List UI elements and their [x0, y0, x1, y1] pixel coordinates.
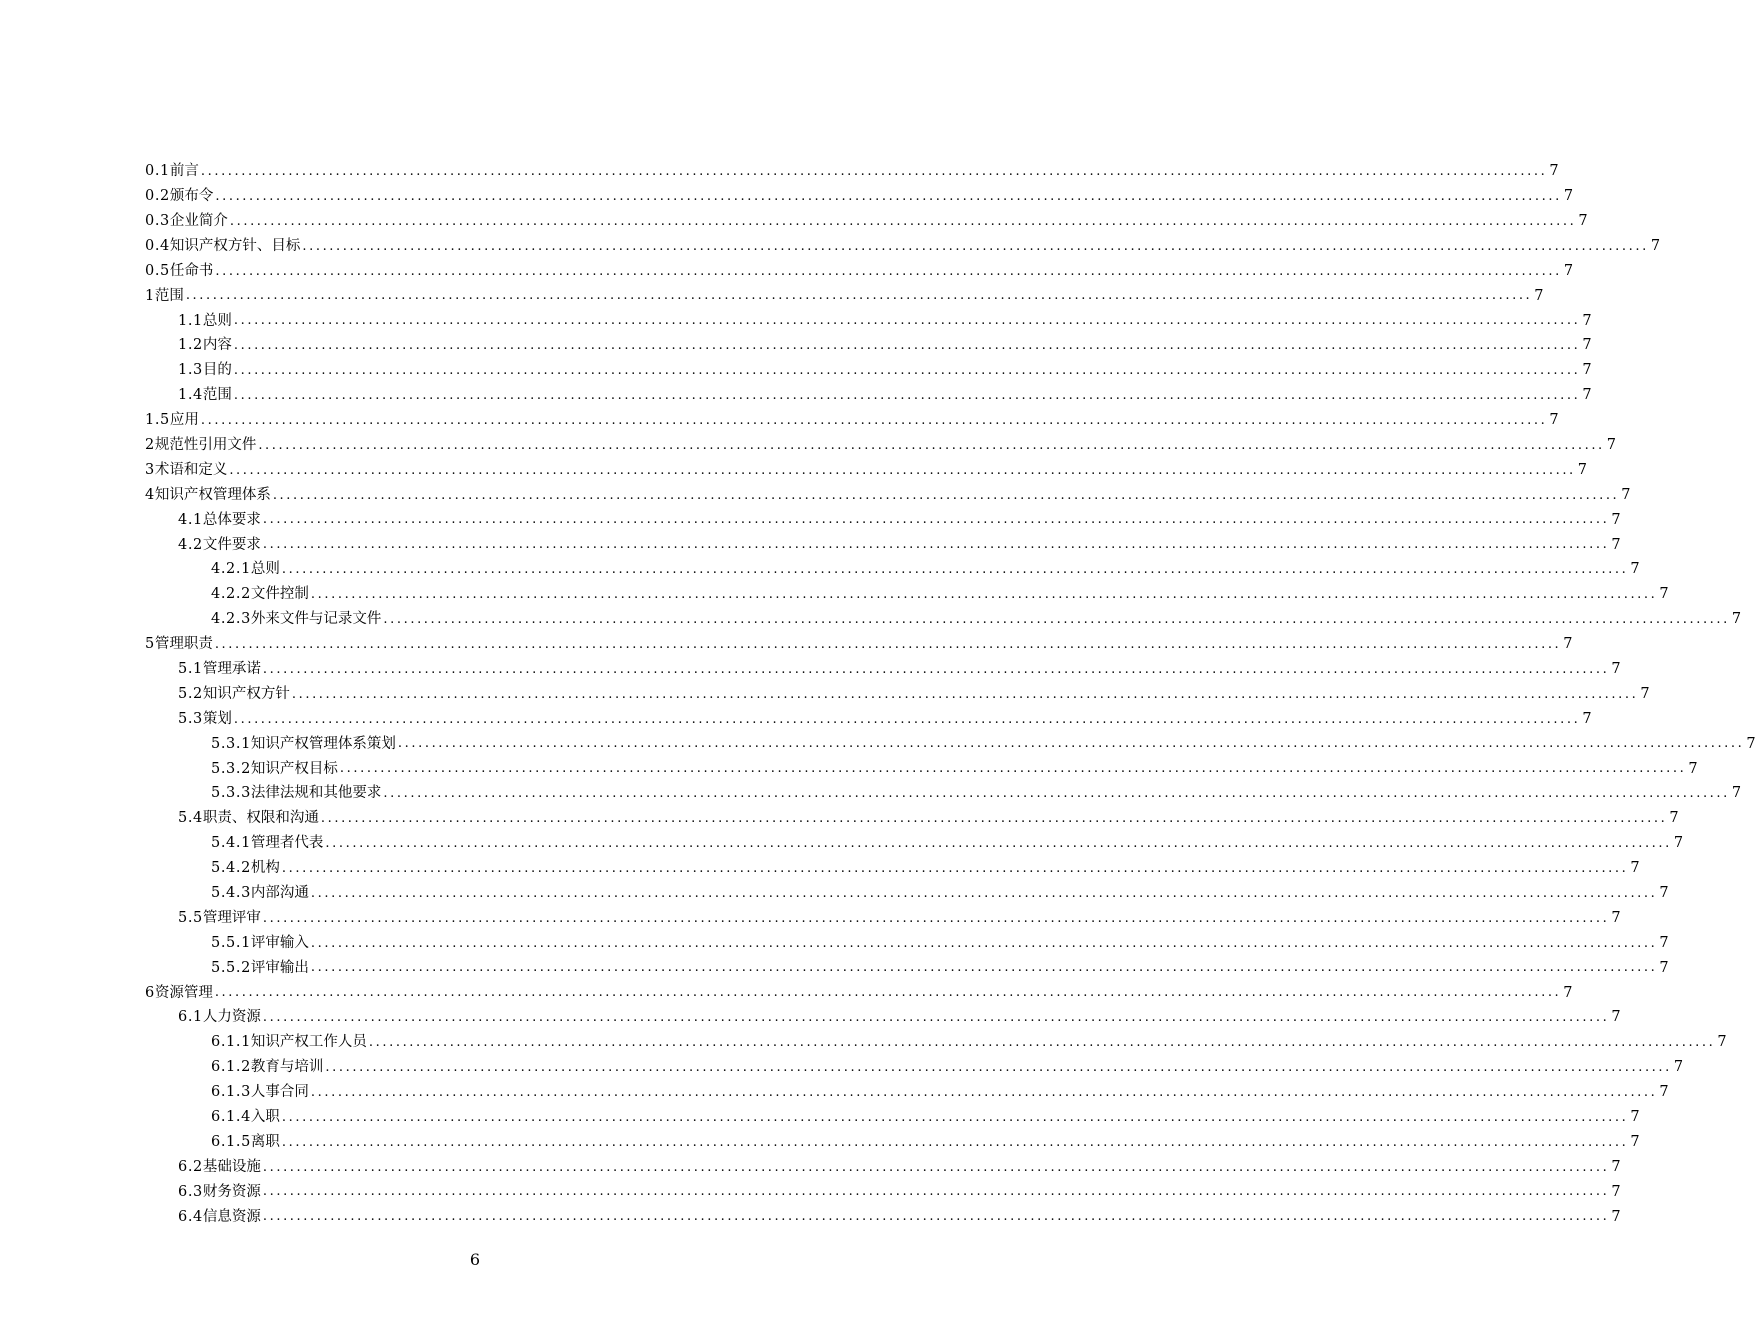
toc-entry-label [178, 712, 232, 727]
toc-leader-dots: ........................................................................................................................................................................................................ [281, 860, 1629, 876]
toc-entry-page: 7 [1563, 984, 1573, 1001]
toc-entry-title: 评审输出 [250, 959, 309, 976]
toc-entry-label [145, 438, 256, 453]
toc-entry[interactable] [145, 806, 1679, 831]
toc-entry-number: 5.1 [178, 661, 203, 677]
toc-entry-label [211, 1060, 323, 1075]
toc-entry-title: 管理承诺 [202, 661, 261, 677]
toc-leader-dots: ........................................................................................................................................................................................................ [233, 387, 1581, 403]
toc-entry[interactable] [145, 1204, 1621, 1229]
toc-entry-page: 7 [1717, 1034, 1727, 1051]
toc-entry-title: 离职 [250, 1133, 280, 1150]
toc-entry-number: 0.3 [145, 212, 170, 229]
toc-entry-number: 0.2 [145, 188, 170, 205]
toc-entry-page: 7 [1611, 661, 1621, 677]
toc-entry-label [145, 488, 271, 503]
toc-leader-dots: ........................................................................................................................................................................................................ [233, 338, 1581, 354]
toc-entry-label [178, 513, 261, 528]
toc-leader-dots: ........................................................................................................................................................................................................ [281, 1109, 1629, 1125]
toc-entry-label [178, 388, 232, 403]
toc-entry-label [211, 1110, 280, 1125]
toc-entry-number: 4.1 [178, 511, 203, 528]
toc-entry-number: 5.3.2 [211, 760, 251, 777]
toc-leader-dots: ........................................................................................................................................................................................................ [383, 611, 1730, 627]
toc-entry-page: 7 [1659, 885, 1669, 902]
toc-entry-number: 4.2.2 [211, 586, 251, 603]
toc-entry[interactable] [145, 1030, 1727, 1055]
toc-entry[interactable] [145, 532, 1621, 557]
toc-entry-title: 知识产权工作人员 [250, 1034, 367, 1051]
toc-entry-label [211, 886, 309, 901]
toc-leader-dots: ........................................................................................................................................................................................................ [229, 462, 1576, 478]
toc-leader-dots: ........................................................................................................................................................................................................ [383, 786, 1730, 802]
toc-entry-page: 7 [1611, 1009, 1621, 1026]
toc-entry-title: 范围 [154, 287, 184, 304]
toc-leader-dots: ........................................................................................................................................................................................................ [310, 960, 1658, 976]
toc-entry-title: 人事合同 [250, 1084, 309, 1101]
toc-entry[interactable] [145, 1155, 1621, 1180]
toc-entry-number: 5.3 [178, 710, 203, 727]
toc-entry-title: 应用 [169, 412, 199, 429]
toc-entry-title: 职责、权限和沟通 [202, 810, 319, 827]
toc-entry-page: 7 [1549, 163, 1559, 180]
toc-entry-label [211, 612, 381, 627]
toc-entry-page: 7 [1659, 959, 1669, 976]
toc-entry-page: 7 [1611, 511, 1621, 528]
toc-leader-dots: ........................................................................................................................................................................................................ [233, 313, 1581, 329]
toc-entry[interactable] [145, 209, 1588, 234]
toc-entry-label [211, 861, 280, 876]
toc-entry-title: 资源管理 [154, 984, 213, 1001]
toc-entry-label [145, 189, 213, 204]
toc-entry-number: 5.4.3 [211, 885, 251, 902]
toc-entry[interactable] [145, 632, 1573, 657]
toc-entry-number: 0.1 [145, 163, 170, 180]
toc-entry-number: 6 [145, 984, 155, 1001]
toc-entry-label [178, 687, 290, 702]
toc-leader-dots: ........................................................................................................................................................................................................ [281, 562, 1629, 578]
toc-entry-label [211, 936, 309, 951]
toc-entry[interactable] [145, 234, 1661, 259]
toc-leader-dots: ........................................................................................................................................................................................................ [262, 1159, 1610, 1175]
toc-entry[interactable] [145, 358, 1592, 383]
toc-entry-label [178, 314, 232, 329]
toc-entry-page: 7 [1582, 312, 1592, 329]
toc-entry-page: 7 [1731, 611, 1742, 628]
toc-entry-number: 1 [145, 287, 155, 304]
toc-entry-number: 4 [145, 486, 155, 503]
toc-entry-title: 术语和定义 [154, 461, 228, 478]
toc-entry-title: 总体要求 [202, 511, 261, 528]
toc-entry-title: 评审输入 [250, 934, 309, 951]
toc-entry[interactable] [145, 159, 1559, 184]
toc-entry[interactable] [145, 1055, 1684, 1080]
toc-entry-label [211, 786, 381, 801]
toc-entry-label [145, 986, 213, 1001]
toc-entry-page: 7 [1534, 287, 1544, 304]
toc-entry-title: 信息资源 [202, 1208, 261, 1225]
toc-entry-label [178, 1210, 261, 1225]
toc-entry-page: 7 [1746, 735, 1756, 752]
toc-leader-dots: ........................................................................................................................................................................................................ [325, 835, 1672, 851]
toc-leader-dots: ........................................................................................................................................................................................................ [272, 487, 1620, 503]
toc-entry-label [211, 1085, 309, 1100]
toc-entry-number: 6.1 [178, 1009, 203, 1026]
toc-entry-title: 企业简介 [169, 212, 228, 229]
toc-entry-title: 入职 [250, 1109, 280, 1126]
toc-entry-page: 7 [1630, 1133, 1640, 1150]
toc-entry-title: 目的 [202, 362, 232, 379]
toc-entry-title: 外来文件与记录文件 [250, 611, 382, 628]
toc-entry-number: 5.3.3 [211, 785, 251, 802]
toc-entry-page: 7 [1606, 436, 1617, 453]
toc-entry[interactable] [145, 458, 1588, 483]
toc-entry-label [178, 338, 232, 353]
toc-entry-title: 知识产权目标 [250, 760, 338, 777]
toc-entry-page: 7 [1630, 860, 1640, 877]
toc-entry-title: 财务资源 [202, 1183, 261, 1200]
toc-entry-number: 5.4.1 [211, 835, 251, 852]
toc-leader-dots: ........................................................................................................................................................................................................ [291, 686, 1639, 702]
toc-leader-dots: ........................................................................................................................................................................................................ [310, 885, 1658, 901]
toc-leader-dots: ........................................................................................................................................................................................................ [229, 213, 1577, 229]
toc-entry-number: 5.4.2 [211, 860, 251, 877]
toc-entry-number: 4.2 [178, 536, 203, 553]
toc-entry[interactable] [145, 483, 1631, 508]
toc-leader-dots: ........................................................................................................................................................................................................ [262, 512, 1610, 528]
toc-entry[interactable] [145, 781, 1742, 806]
toc-entry-number: 1.1 [178, 312, 203, 329]
toc-entry[interactable] [145, 1130, 1640, 1155]
toc-entry[interactable] [145, 557, 1640, 582]
toc-leader-dots: ........................................................................................................................................................................................................ [262, 661, 1610, 677]
toc-entry[interactable] [145, 931, 1669, 956]
toc-leader-dots: ........................................................................................................................................................................................................ [339, 761, 1687, 777]
toc-entry-number: 5.5 [178, 909, 203, 926]
toc-leader-dots: ........................................................................................................................................................................................................ [185, 288, 1533, 304]
toc-leader-dots: ........................................................................................................................................................................................................ [262, 910, 1610, 926]
toc-leader-dots: ........................................................................................................................................................................................................ [397, 736, 1745, 752]
toc-entry-label [211, 562, 280, 577]
toc-entry-title: 法律法规和其他要求 [250, 785, 382, 802]
toc-leader-dots: ........................................................................................................................................................................................................ [325, 1060, 1672, 1075]
toc-entry[interactable] [145, 184, 1574, 209]
toc-entry-title: 管理者代表 [250, 835, 324, 852]
toc-entry-number: 0.4 [145, 237, 170, 254]
toc-entry-number: 6.1.3 [211, 1084, 251, 1101]
toc-entry-number: 5.2 [178, 685, 203, 702]
toc-entry-number: 6.1.2 [211, 1059, 251, 1076]
toc-entry-page: 7 [1611, 536, 1621, 553]
toc-entry[interactable] [145, 408, 1559, 433]
toc-entry-page: 7 [1621, 486, 1631, 503]
toc-entry-label [211, 836, 323, 851]
toc-entry-page: 7 [1630, 1109, 1640, 1126]
toc-leader-dots: ........................................................................................................................................................................................................ [233, 711, 1581, 727]
toc-entry-title: 知识产权方针 [202, 685, 290, 702]
toc-leader-dots: ........................................................................................................................................................................................................ [214, 636, 1562, 652]
toc-entry-label [145, 264, 213, 279]
toc-entry-label [211, 762, 338, 777]
toc-entry-label [178, 811, 319, 826]
toc-leader-dots: ........................................................................................................................................................................................................ [200, 163, 1548, 179]
toc-entry[interactable] [145, 980, 1573, 1005]
toc-entry[interactable] [145, 657, 1621, 682]
toc-entry[interactable] [145, 1080, 1669, 1105]
toc-leader-dots: ........................................................................................................................................................................................................ [215, 188, 1562, 204]
toc-entry-page: 7 [1673, 1059, 1684, 1076]
toc-entry[interactable] [145, 582, 1669, 607]
toc-entry-number: 1.3 [178, 362, 203, 379]
toc-entry-page: 7 [1582, 337, 1592, 354]
toc-entry-page: 7 [1731, 785, 1742, 802]
toc-entry[interactable] [145, 433, 1617, 458]
toc-entry-number: 0.5 [145, 262, 170, 279]
toc-leader-dots: ........................................................................................................................................................................................................ [262, 537, 1610, 553]
toc-entry-title: 内部沟通 [250, 885, 309, 902]
toc-entry-page: 7 [1563, 188, 1574, 205]
toc-entry-title: 总则 [250, 561, 280, 578]
toc-entry[interactable] [145, 731, 1756, 756]
toc-leader-dots: ........................................................................................................................................................................................................ [310, 1084, 1658, 1100]
toc-entry-title: 规范性引用文件 [154, 436, 257, 453]
toc-entry-page: 7 [1688, 760, 1698, 777]
toc-entry-number: 5.3.1 [211, 735, 251, 752]
toc-leader-dots: ........................................................................................................................................................................................................ [258, 437, 1605, 453]
toc-leader-dots: ........................................................................................................................................................................................................ [215, 263, 1562, 279]
toc-entry-title: 管理职责 [154, 636, 213, 653]
toc-entry-label [145, 289, 184, 304]
toc-leader-dots: ........................................................................................................................................................................................................ [310, 587, 1658, 603]
toc-entry-number: 6.1.1 [211, 1034, 251, 1051]
toc-entry-number: 3 [145, 461, 155, 478]
toc-entry-number: 1.4 [178, 387, 203, 404]
toc-entry-label [178, 1185, 261, 1200]
toc-entry-title: 文件要求 [202, 536, 261, 553]
toc-entry-number: 6.1.5 [211, 1133, 251, 1150]
toc-leader-dots: ........................................................................................................................................................................................................ [281, 1134, 1629, 1150]
toc-entry[interactable] [145, 1105, 1640, 1130]
toc-entry[interactable] [145, 333, 1592, 358]
toc-entry-title: 知识产权方针、目标 [169, 237, 301, 254]
toc-entry-page: 7 [1659, 1084, 1669, 1101]
toc-entry[interactable] [145, 856, 1640, 881]
toc-entry-title: 范围 [202, 387, 232, 404]
toc-entry-number: 5.4 [178, 810, 203, 827]
toc-entry-page: 7 [1650, 237, 1661, 254]
toc-entry[interactable] [145, 308, 1592, 333]
toc-leader-dots: ........................................................................................................................................................................................................ [368, 1035, 1716, 1051]
toc-entry[interactable] [145, 881, 1669, 906]
toc-entry[interactable] [145, 1180, 1621, 1205]
toc-entry[interactable] [145, 507, 1621, 532]
toc-entry-number: 5.5.1 [211, 934, 251, 951]
toc-leader-dots: ........................................................................................................................................................................................................ [262, 1184, 1610, 1200]
toc-entry-label [145, 637, 213, 652]
toc-leader-dots: ........................................................................................................................................................................................................ [302, 238, 1649, 254]
toc-entry-label [211, 1135, 280, 1150]
toc-entry[interactable] [145, 1005, 1621, 1030]
toc-entry[interactable] [145, 906, 1621, 931]
toc-entry-title: 内容 [202, 337, 232, 354]
toc-entry[interactable] [145, 607, 1742, 632]
toc-entry-page: 7 [1630, 561, 1640, 578]
toc-entry-page: 7 [1563, 262, 1574, 279]
toc-entry-label [145, 164, 199, 179]
toc-entry[interactable] [145, 383, 1592, 408]
toc-entry-title: 知识产权管理体系 [154, 486, 271, 503]
toc-entry-page: 7 [1577, 461, 1588, 478]
toc-leader-dots: ........................................................................................................................................................................................................ [320, 811, 1668, 827]
toc-entry-label [211, 737, 396, 752]
toc-entry-page: 7 [1549, 412, 1559, 429]
toc-entry-label [178, 538, 261, 553]
toc-entry-title: 基础设施 [202, 1158, 261, 1175]
toc-entry[interactable] [145, 682, 1650, 707]
toc-entry[interactable] [145, 956, 1669, 981]
toc-entry-title: 文件控制 [250, 586, 309, 603]
toc-entry[interactable] [145, 283, 1544, 308]
toc-entry-number: 4.2.3 [211, 611, 251, 628]
toc-entry-page: 7 [1659, 934, 1669, 951]
toc-entry-page: 7 [1659, 586, 1669, 603]
page-number: 6 [469, 1250, 481, 1269]
toc-entry-page: 7 [1582, 387, 1592, 404]
toc-entry[interactable] [145, 259, 1574, 284]
toc-entry-page: 7 [1611, 1208, 1621, 1225]
toc-entry-page: 7 [1673, 835, 1684, 852]
table-of-contents [145, 159, 1756, 1229]
toc-entry-label [178, 662, 261, 677]
toc-entry-label [178, 911, 261, 926]
toc-entry-page: 7 [1669, 810, 1679, 827]
toc-entry[interactable] [145, 707, 1592, 732]
toc-entry-label [145, 239, 300, 254]
toc-entry-page: 7 [1611, 909, 1621, 926]
toc-entry-number: 1.2 [178, 337, 203, 354]
toc-entry-number: 5.5.2 [211, 959, 251, 976]
toc-entry-number: 6.3 [178, 1183, 203, 1200]
toc-entry-number: 1.5 [145, 412, 170, 429]
toc-leader-dots: ........................................................................................................................................................................................................ [262, 1209, 1610, 1225]
toc-entry-label [211, 1035, 367, 1050]
toc-entry-number: 6.2 [178, 1158, 203, 1175]
toc-entry-title: 教育与培训 [250, 1059, 324, 1076]
toc-entry-label [178, 363, 232, 378]
toc-leader-dots: ........................................................................................................................................................................................................ [233, 363, 1581, 379]
toc-entry-page: 7 [1578, 212, 1588, 229]
toc-entry-title: 总则 [202, 312, 232, 329]
toc-leader-dots: ........................................................................................................................................................................................................ [214, 985, 1562, 1001]
toc-entry-page: 7 [1582, 710, 1592, 727]
toc-entry-label [145, 413, 199, 428]
toc-entry-number: 4.2.1 [211, 561, 251, 578]
toc-entry-page: 7 [1563, 636, 1573, 653]
toc-entry-number: 2 [145, 436, 155, 453]
toc-entry-label [211, 961, 309, 976]
toc-entry-number: 6.1.4 [211, 1109, 251, 1126]
toc-entry-page: 7 [1582, 362, 1592, 379]
toc-entry-title: 策划 [202, 710, 232, 727]
toc-entry-number: 5 [145, 636, 155, 653]
toc-entry-title: 任命书 [169, 262, 214, 279]
toc-entry-title: 前言 [169, 163, 199, 180]
toc-leader-dots: ........................................................................................................................................................................................................ [262, 1010, 1610, 1026]
toc-entry-title: 知识产权管理体系策划 [250, 735, 396, 752]
toc-entry-label [211, 587, 309, 602]
toc-entry-label [178, 1010, 261, 1025]
toc-entry-label [145, 214, 228, 229]
toc-entry-number: 6.4 [178, 1208, 203, 1225]
toc-entry-title: 机构 [250, 860, 280, 877]
toc-entry[interactable] [145, 756, 1698, 781]
toc-entry-label [145, 463, 227, 478]
toc-entry-title: 人力资源 [202, 1009, 261, 1026]
toc-entry[interactable] [145, 831, 1684, 856]
toc-entry-label [178, 1160, 261, 1175]
toc-entry-title: 颁布令 [169, 188, 214, 205]
toc-entry-page: 7 [1611, 1158, 1621, 1175]
toc-entry-title: 管理评审 [202, 909, 261, 926]
toc-leader-dots: ........................................................................................................................................................................................................ [310, 935, 1658, 951]
toc-entry-page: 7 [1640, 685, 1650, 702]
toc-leader-dots: ........................................................................................................................................................................................................ [200, 412, 1548, 428]
toc-entry-page: 7 [1611, 1183, 1621, 1200]
